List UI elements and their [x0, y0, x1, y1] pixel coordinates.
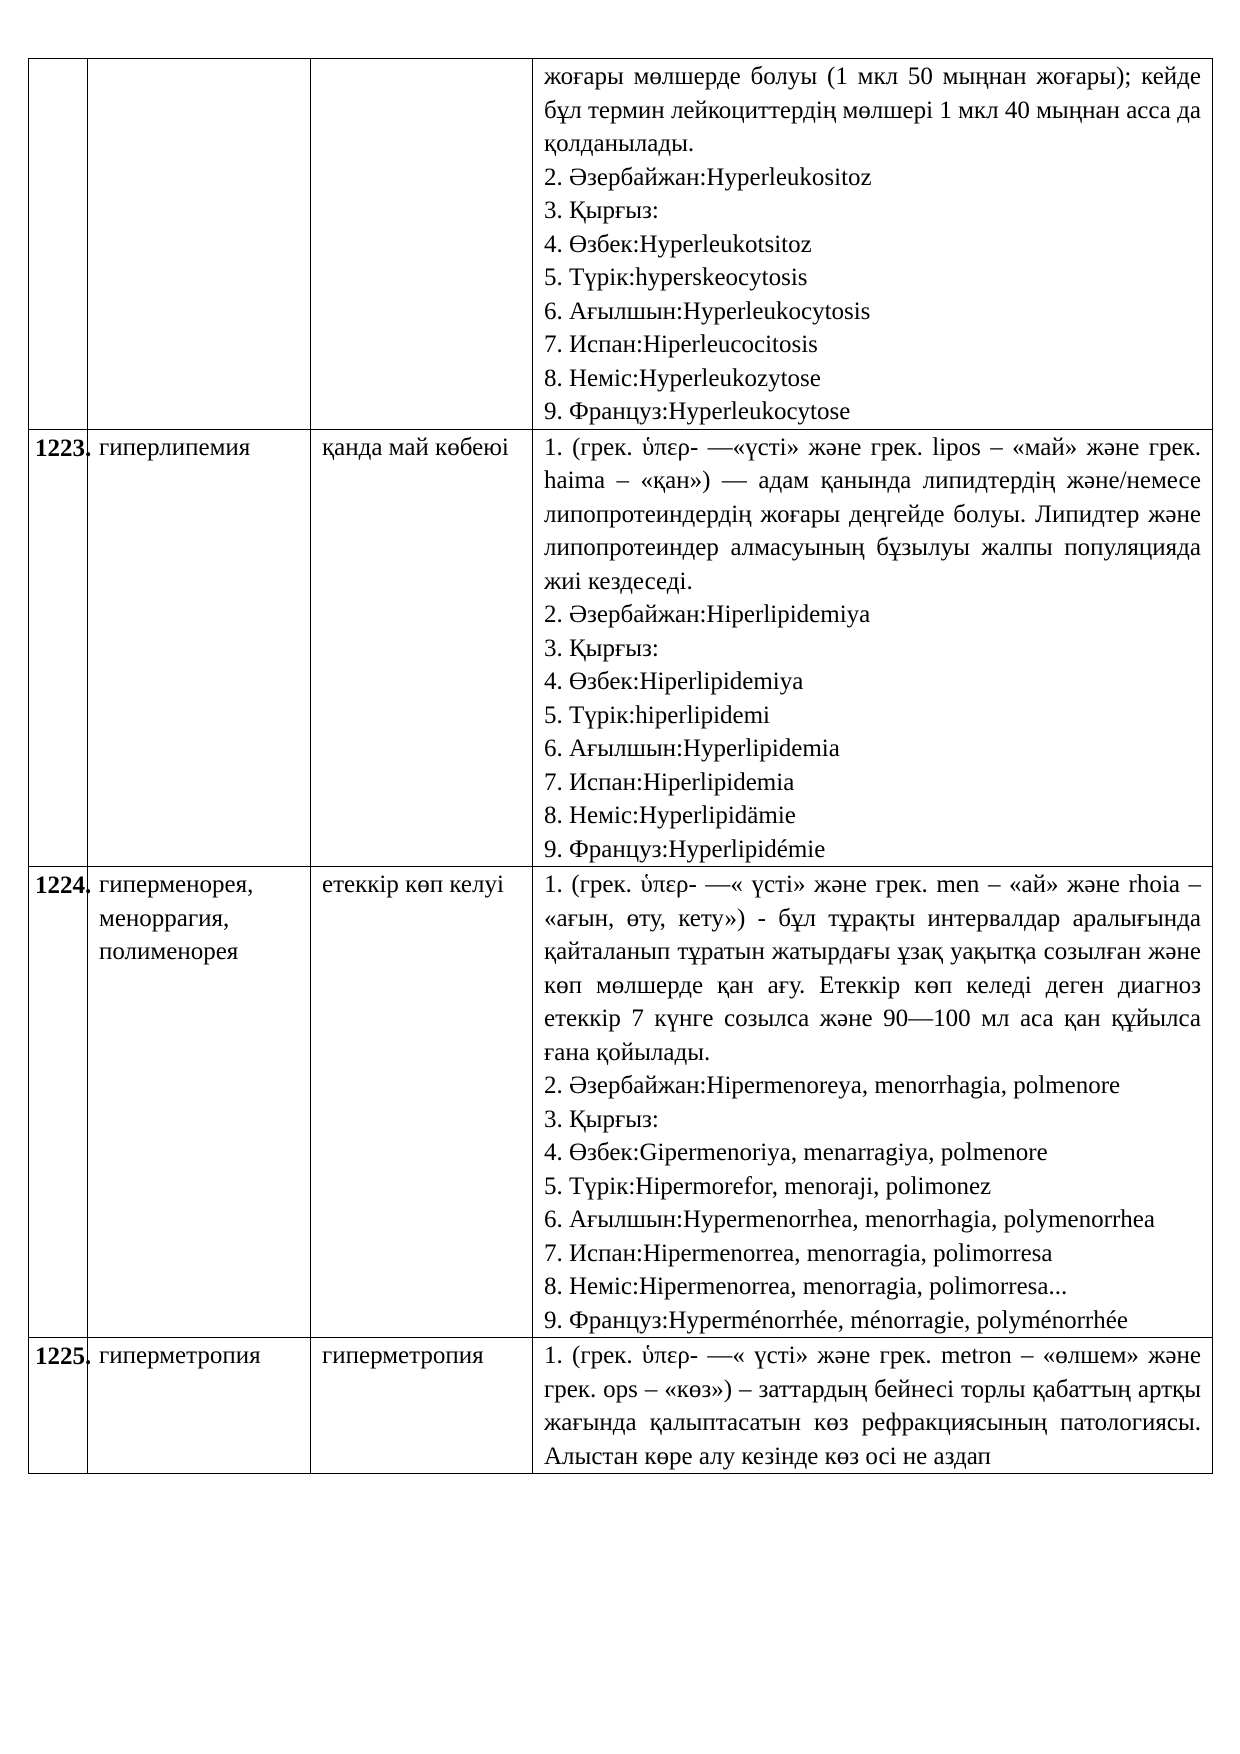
- translation-line: 6. Ағылшын:Hyperleukocytosis: [544, 297, 871, 325]
- entry-definition: [533, 429, 1213, 867]
- translation-line: 8. Неміс:Hipermenorrea, menorragia, polimorresa...: [544, 1273, 1068, 1300]
- entry-term: [88, 429, 311, 867]
- translation-line: 4. Өзбек:Hyperleukotsitoz: [544, 230, 812, 258]
- entry-kazakh: қанда май көбеюі: [311, 429, 533, 867]
- translation-line: 5. Түрік:hiperlipidemi: [544, 701, 771, 729]
- table-row: [29, 59, 1213, 430]
- entry-definition: [533, 1338, 1213, 1474]
- translation-line: 3. Қырғыз:: [544, 634, 659, 662]
- entry-kazakh: етеккір көп келуі: [311, 867, 533, 1338]
- translation-line: 5. Түрік:hyperskeocytosis: [544, 264, 808, 291]
- definition-paragraph: 1. (грек. ὑπερ- —« үсті» және грек. men – «ай» және rhoia – «ағын, өту, кету») - бұл тұрақты интервалдар аралығында қайталанып тұратын жатырдағы ұзақ уақытқа созылған және көп мөлшерде қан ағу. Етеккір көп келеді деген диагноз етеккір 7 күнге созылса және 90—100 мл аса қан құйылса ғана қойылады.: [544, 871, 1201, 1066]
- table-row: [29, 429, 1213, 867]
- entry-definition: [533, 59, 1213, 430]
- table-row: [29, 1338, 1213, 1474]
- term-line: гиперменорея,: [99, 871, 254, 898]
- entry-number: [29, 59, 88, 430]
- entry-number: 1225.: [29, 1338, 88, 1474]
- dictionary-table: [28, 58, 1213, 1474]
- translation-line: 2. Әзербайжан:Hipermenoreya, menorrhagia, polmenore: [544, 1072, 1121, 1099]
- translation-line: 3. Қырғыз:: [544, 197, 659, 224]
- definition-paragraph: 1. (грек. ὑπερ- —«үсті» және грек. lipos – «май» және грек. haima – «қан») — адам қанында липидтердің және/немесе липопротеиндердің жоғары деңгейде болуы. Липидтер және липопротеиндер алмасуының бұзылуы жалпы популяцияда жиі кездеседі.: [544, 433, 1201, 595]
- translation-line: 9. Француз:Hyperménorrhée, ménorragie, polyménorrhée: [544, 1306, 1128, 1334]
- translation-line: 4. Өзбек:Gipermenoriya, menarragiya, polmenore: [544, 1139, 1048, 1166]
- translation-line: 4. Өзбек:Hiperlipidemiya: [544, 668, 804, 695]
- translation-line: 2. Әзербайжан:Hyperleukositoz: [544, 163, 872, 191]
- entry-term: [88, 867, 311, 1338]
- entry-number: 1224.: [29, 867, 88, 1338]
- translation-line: 6. Ағылшын:Hyperlipidemia: [544, 735, 840, 762]
- translation-line: 7. Испан:Hiperleucocitosis: [544, 331, 818, 358]
- term-line: гиперлипемия: [99, 433, 251, 461]
- entry-kazakh: [311, 59, 533, 430]
- translation-line: 8. Неміс:Hyperleukozytose: [544, 364, 821, 392]
- translation-line: 3. Қырғыз:: [544, 1105, 659, 1133]
- translation-line: 9. Француз:Hyperlipidémie: [544, 835, 826, 863]
- entry-number: 1223.: [29, 429, 88, 867]
- translation-line: 6. Ағылшын:Hypermenorrhea, menorrhagia, polymenorrhea: [544, 1206, 1155, 1233]
- definition-paragraph: 1. (грек. ὑπερ- —« үсті» және грек. metron – «өлшем» және грек. ops – «көз») – заттардың бейнесі торлы қабаттың артқы жағында қалыптасатын көз рефракциясының патологиясы. Алыстан көре алу кезінде көз осі не аздап: [544, 1342, 1201, 1470]
- term-line: меноррагия,: [99, 904, 230, 932]
- translation-line: 9. Француз:Hyperleukocytose: [544, 398, 851, 425]
- entry-kazakh: гиперметропия: [311, 1338, 533, 1474]
- translation-line: 7. Испан:Hipermenorrea, menorragia, polimorresa: [544, 1239, 1053, 1267]
- translation-line: 8. Неміс:Hyperlipidämie: [544, 802, 796, 829]
- entry-definition: [533, 867, 1213, 1338]
- translation-line: 2. Әзербайжан:Hiperlipidemiya: [544, 601, 871, 628]
- entry-term: [88, 1338, 311, 1474]
- translation-line: 7. Испан:Hiperlipidemia: [544, 768, 795, 796]
- definition-paragraph: жоғары мөлшерде болуы (1 мкл 50 мыңнан жоғары); кейде бұл термин лейкоциттердің мөлшері 1 мкл 40 мыңнан асса да қолданылады.: [544, 63, 1201, 157]
- term-line: гиперметропия: [99, 1342, 261, 1369]
- translation-line: 5. Түрік:Hipermorefor, menoraji, polimonez: [544, 1172, 992, 1200]
- table-row: [29, 867, 1213, 1338]
- term-line: полименорея: [99, 938, 239, 965]
- entry-term: [88, 59, 311, 430]
